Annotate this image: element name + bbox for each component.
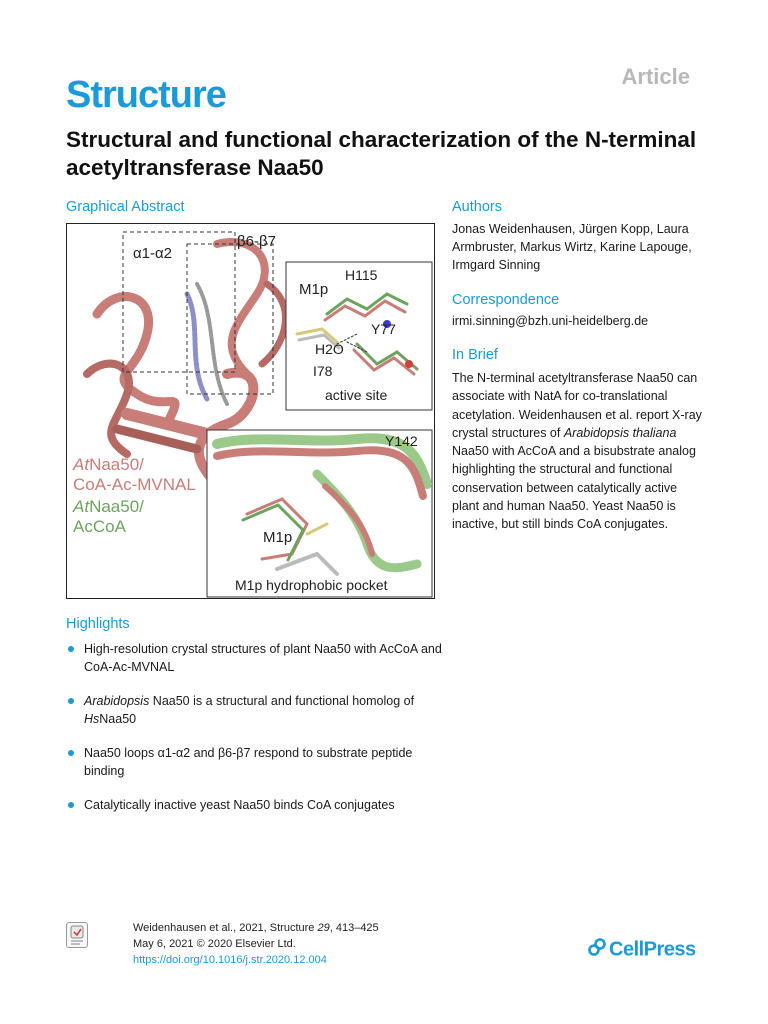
legend2-italic: At [73,497,90,516]
article-title: Structural and functional characterization of the N-terminal acetyltransferase Naa50 [66,127,697,180]
legend1-italic: At [73,455,90,474]
legend2-line2: AcCoA [73,517,126,536]
graphical-abstract-heading: Graphical Abstract [66,199,185,215]
cellpress-logo[interactable] [588,938,696,962]
highlight-item: High-resolution crystal structures of plant Naa50 with AcCoA and CoA-Ac-MVNAL [66,640,446,676]
highlight-item: Naa50 loops α1-α2 and β6-β7 respond to substrate peptide binding [66,744,446,780]
loop-b-label: β6-β7 [237,233,276,250]
legend2-rest: Naa50/ [89,497,144,516]
highlights-list [66,640,446,830]
svg-text:AtNaa50/ [72,497,144,516]
h2o-label: H2O [315,341,344,357]
svg-text:AtNaa50/ [72,455,144,474]
correspondence-heading: Correspondence [452,292,560,308]
correspondence-email[interactable]: irmi.sinning@bzh.uni-heidelberg.de [452,314,649,328]
bullet-icon [68,802,74,808]
bullet-icon [68,750,74,756]
h115-label: H115 [345,267,378,283]
m1p-bottom-label: M1p [263,529,293,546]
in-brief-part1: The N-terminal acetyltransferase Naa50 can associate with NatA for co-translational acetylation. Weidenhausen et al. report X-ray crystal structures of [452,371,702,440]
y142-label: Y142 [385,433,418,449]
legend1-line2: CoA-Ac-MVNAL [73,475,196,494]
in-brief-species: Arabidopsis thaliana [563,425,677,440]
in-brief-part2: Naa50 with AcCoA and a bisubstrate analog highlighting the structural and functional conservation between catalytically active plant and human Naa50. Yeast Naa50 is inactive, but still binds CoA conjugates. [452,444,696,532]
publisher-name: CellPress [609,938,696,961]
loop-a-label: α1-α2 [133,245,173,262]
article-type-label: Article [621,64,690,89]
legend [72,455,196,536]
journal-title: Structure [66,74,226,116]
check-for-updates-icon[interactable] [66,922,88,948]
legend1-rest: Naa50/ [89,455,144,474]
graphical-abstract-figure [66,223,435,599]
y77-label: Y77 [371,321,396,337]
in-brief-text [452,369,702,534]
cellpress-logo-icon [588,938,606,962]
bullet-icon [68,698,74,704]
highlights-heading: Highlights [66,616,130,632]
m1p-top-label: M1p [299,281,329,298]
active-site-label: active site [325,387,388,403]
pocket-label: M1p hydrophobic pocket [235,577,388,593]
authors-heading: Authors [452,199,502,215]
highlight-item: Catalytically inactive yeast Naa50 binds CoA conjugates [66,796,446,814]
highlight-item: Arabidopsis Naa50 is a structural and functional homolog of HsNaa50 [66,692,446,728]
citation-block [133,920,379,968]
in-brief-heading: In Brief [452,347,498,363]
citation-line: Weidenhausen et al., 2021, Structure 29, 413–425 [133,922,379,934]
bullet-icon [68,646,74,652]
doi-link[interactable]: https://doi.org/10.1016/j.str.2020.12.004 [133,954,327,966]
authors-list: Jonas Weidenhausen, Jürgen Kopp, Laura Armbruster, Markus Wirtz, Karine Lapouge, Irmgard Sinning [452,222,692,272]
i78-label: I78 [313,363,333,379]
date-line: May 6, 2021 © 2020 Elsevier Ltd. [133,938,296,950]
